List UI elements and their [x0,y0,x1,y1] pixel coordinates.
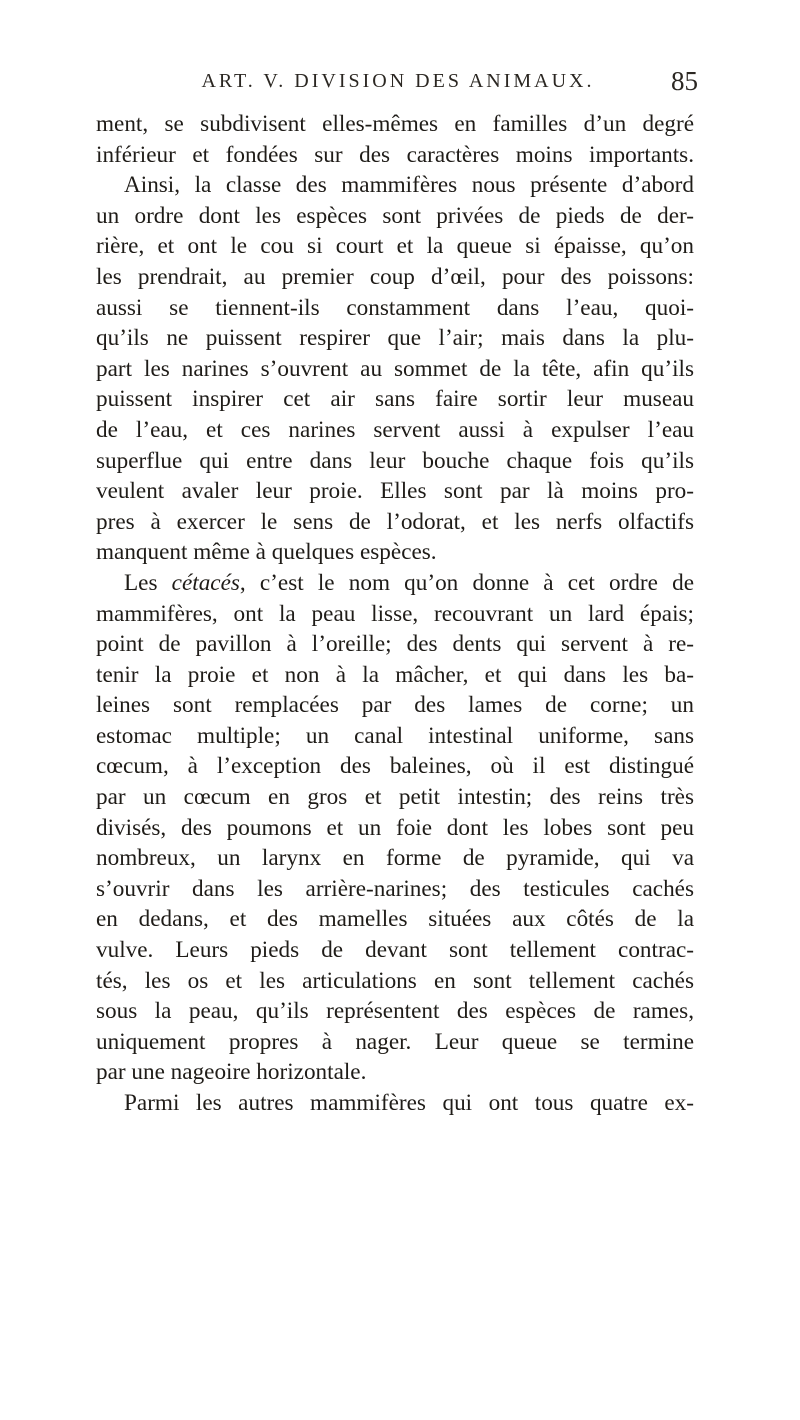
text-line: de l’eau, et ces narines servent aussi à expulser l’eau [96,416,694,443]
text-line: cœcum, à l’exception des baleines, où il est distingué [96,753,694,780]
text-line: tés, les os et les articulations en sont tellement cachés [96,967,694,994]
text-line: part les narines s’ouvrent au sommet de la tête, afin qu’ils [96,355,694,382]
text-line: s’ouvrir dans les arrière-narines; des testicules cachés [96,875,694,902]
text-line: par une nageoire horizontale. [96,1059,367,1086]
text-fragment: , c’est le nom qu’on donne à cet ordre de [239,569,694,596]
text-line: Parmi les autres mammifères qui ont tous quatre ex- [124,1090,694,1116]
italic-term: cétacés [171,569,240,596]
text-line: rière, et ont le cou si court et la queue si épaisse, qu’on [96,233,694,260]
text-line: manquent même à quelques espèces. [96,539,437,566]
text-line: veulent avaler leur proie. Elles sont par là moins pro- [96,478,694,505]
text-line: point de pavillon à l’oreille; des dents qui servent à re- [96,631,694,658]
text-line: les prendrait, au premier coup d’œil, pour des poissons: [96,263,694,290]
text-line: uniquement propres à nager. Leur queue se termine [96,1028,694,1055]
text-line: sous la peau, qu’ils représentent des espèces de rames, [96,998,694,1025]
text-line: nombreux, un larynx en forme de pyramide, qui va [96,845,694,872]
text-line: en dedans, et des mamelles situées aux côtés de la [96,906,694,933]
page-number: 85 [671,66,698,96]
body-text [96,109,694,1119]
text-line: estomac multiple; un canal intestinal uniforme, sans [96,722,694,749]
text-line: mammifères, ont la peau lisse, recouvrant un lard épais; [96,600,694,627]
text-fragment: Les [124,569,172,596]
text-line: inférieur et fondées sur des caractères moins importants. [96,141,694,168]
text-line: aussi se tiennent-ils constamment dans l’eau, quoi- [96,294,694,321]
text-line: par un cœcum en gros et petit intestin; des reins très [96,784,694,811]
running-head [118,66,698,104]
text-line: un ordre dont les espèces sont privées de pieds de der- [96,202,694,229]
running-head-title: ART. V. DIVISION DES ANIMAUX. [201,70,595,92]
text-line: qu’ils ne puissent respirer que l’air; mais dans la plu- [96,325,694,352]
text-line: Ainsi, la classe des mammifères nous présente d’abord [124,172,694,199]
text-line: pres à exercer le sens de l’odorat, et les nerfs olfactifs [96,508,694,535]
text-line: leines sont remplacées par des lames de corne; un [96,692,694,719]
text-line [96,568,694,599]
text-line: divisés, des poumons et un foie dont les lobes sont peu [96,814,694,841]
text-line: superflue qui entre dans leur bouche chaque fois qu’ils [96,447,694,474]
text-line: ment, se subdivisent elles-mêmes en familles d’un degré [96,111,694,137]
text-line: vulve. Leurs pieds de devant sont tellement contrac- [96,937,694,964]
text-line: puissent inspirer cet air sans faire sortir leur museau [96,386,694,413]
text-line: tenir la proie et non à la mâcher, et qui dans les ba- [96,661,694,688]
